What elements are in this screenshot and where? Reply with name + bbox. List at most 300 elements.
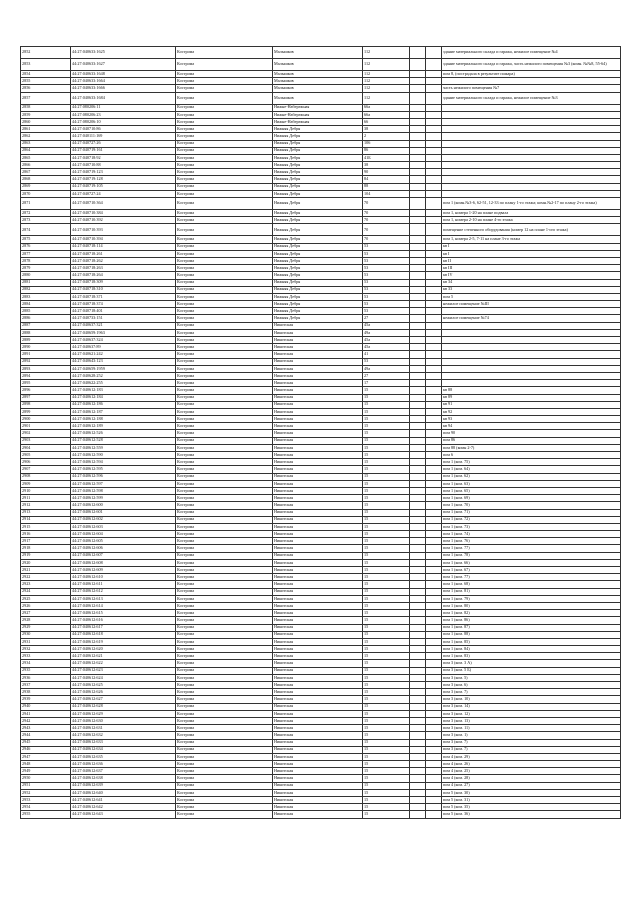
- cadastral-number-cell: 44:27:040710:392: [71, 217, 176, 224]
- extra-col-1-cell: [410, 126, 426, 133]
- extra-col-2-cell: [426, 380, 442, 387]
- row-number-cell: 2904: [21, 444, 71, 451]
- table-row: [21, 631, 621, 638]
- city-cell: Кострома: [176, 358, 273, 365]
- street-cell: Никитская: [273, 531, 363, 538]
- extra-col-1-cell: [410, 416, 426, 423]
- house-number-cell: 15: [363, 674, 410, 681]
- extra-col-1-cell: [410, 308, 426, 315]
- street-cell: Нижняя Дебря: [273, 250, 363, 257]
- cadastral-number-cell: 44:27:040628:252: [71, 372, 176, 379]
- city-cell: Кострома: [176, 423, 273, 430]
- row-number-cell: 2894: [21, 372, 71, 379]
- row-number-cell: 2859: [21, 111, 71, 118]
- row-number-cell: 2886: [21, 315, 71, 322]
- extra-col-1-cell: [410, 473, 426, 480]
- city-cell: Кострома: [176, 236, 273, 243]
- premises-description-cell: кв 94: [442, 423, 621, 430]
- extra-col-2-cell: [426, 265, 442, 272]
- house-number-cell: 15: [363, 624, 410, 631]
- extra-col-2-cell: [426, 176, 442, 183]
- premises-description-cell: кв IV: [442, 272, 621, 279]
- premises-description-cell: кв III: [442, 265, 621, 272]
- extra-col-2-cell: [426, 595, 442, 602]
- table-row: [21, 473, 621, 480]
- premises-description-cell: пом 4 (ком. 27): [442, 782, 621, 789]
- house-number-cell: 38: [363, 162, 410, 169]
- cadastral-number-cell: 44:27:040727:24: [71, 190, 176, 197]
- table-row: [21, 183, 621, 190]
- row-number-cell: 2931: [21, 638, 71, 645]
- street-cell: Нижняя Дебря: [273, 308, 363, 315]
- extra-col-2-cell: [426, 602, 442, 609]
- extra-col-2-cell: [426, 301, 442, 308]
- premises-description-cell: [442, 365, 621, 372]
- cadastral-number-cell: 44:27:040718:262: [71, 257, 176, 264]
- premises-description-cell: пом 1 (ком. 84): [442, 646, 621, 653]
- row-number-cell: 2866: [21, 162, 71, 169]
- house-number-cell: 112: [363, 78, 410, 85]
- table-row: [21, 272, 621, 279]
- street-cell: Никитская: [273, 667, 363, 674]
- street-cell: Малышков: [273, 92, 363, 104]
- extra-col-2-cell: [426, 746, 442, 753]
- premises-description-cell: пом 5 (ком. 31): [442, 797, 621, 804]
- premises-description-cell: пом 1 (ком. 70): [442, 502, 621, 509]
- extra-col-1-cell: [410, 595, 426, 602]
- house-number-cell: 15: [363, 466, 410, 473]
- city-cell: Кострома: [176, 717, 273, 724]
- table-row: [21, 162, 621, 169]
- premises-description-cell: пом 4 (ком. 28): [442, 775, 621, 782]
- table-row: [21, 653, 621, 660]
- extra-col-2-cell: [426, 210, 442, 217]
- table-row: [21, 459, 621, 466]
- cadastral-number-cell: 44:27:040612:623: [71, 667, 176, 674]
- street-cell: Никитская: [273, 732, 363, 739]
- extra-col-1-cell: [410, 236, 426, 243]
- premises-description-cell: [442, 344, 621, 351]
- cadastral-number-cell: 44:27:040612:615: [71, 610, 176, 617]
- house-number-cell: 15: [363, 408, 410, 415]
- city-cell: Кострома: [176, 732, 273, 739]
- table-row: [21, 126, 621, 133]
- extra-col-1-cell: [410, 789, 426, 796]
- cadastral-number-cell: 44:27:040612:607: [71, 552, 176, 559]
- premises-description-cell: пом 1 (ком. 64): [442, 466, 621, 473]
- extra-col-2-cell: [426, 660, 442, 667]
- premises-description-cell: пом 1 (ком. 71): [442, 509, 621, 516]
- premises-description-cell: пом 3 (ком. 6): [442, 682, 621, 689]
- table-row: [21, 236, 621, 243]
- premises-description-cell: [442, 154, 621, 161]
- city-cell: Кострома: [176, 581, 273, 588]
- street-cell: Никитская: [273, 509, 363, 516]
- premises-description-cell: пом 1, номера 1-20 на плане подвала: [442, 210, 621, 217]
- city-cell: Кострома: [176, 682, 273, 689]
- house-number-cell: 15: [363, 775, 410, 782]
- extra-col-2-cell: [426, 437, 442, 444]
- street-cell: Никитская: [273, 387, 363, 394]
- cadastral-number-cell: 44:27:040633:1666: [71, 85, 176, 92]
- street-cell: Никитская: [273, 322, 363, 329]
- house-number-cell: 53: [363, 279, 410, 286]
- premises-description-cell: пом 3 (ком. 12): [442, 710, 621, 717]
- street-cell: Нижне-Набережная: [273, 118, 363, 125]
- house-number-cell: 53: [363, 301, 410, 308]
- extra-col-1-cell: [410, 217, 426, 224]
- table-row: [21, 423, 621, 430]
- street-cell: Никитская: [273, 638, 363, 645]
- city-cell: Кострома: [176, 509, 273, 516]
- extra-col-1-cell: [410, 538, 426, 545]
- premises-description-cell: пом 5: [442, 293, 621, 300]
- cadastral-number-cell: 44:27:040718:371: [71, 293, 176, 300]
- table-row: [21, 516, 621, 523]
- street-cell: Нижняя Дебря: [273, 217, 363, 224]
- city-cell: Кострома: [176, 746, 273, 753]
- street-cell: Нижняя Дебря: [273, 133, 363, 140]
- street-cell: Нижняя Дебря: [273, 286, 363, 293]
- cadastral-number-cell: 44:27:040612:612: [71, 588, 176, 595]
- extra-col-1-cell: [410, 279, 426, 286]
- house-number-cell: 88: [363, 183, 410, 190]
- row-number-cell: 2945: [21, 739, 71, 746]
- table-row: [21, 502, 621, 509]
- premises-description-cell: кв I: [442, 250, 621, 257]
- city-cell: Кострома: [176, 47, 273, 59]
- city-cell: Кострома: [176, 243, 273, 250]
- extra-col-2-cell: [426, 126, 442, 133]
- premises-description-cell: кв 92: [442, 408, 621, 415]
- row-number-cell: 2906: [21, 459, 71, 466]
- cadastral-number-cell: 44:27:040612:616: [71, 617, 176, 624]
- extra-col-2-cell: [426, 753, 442, 760]
- house-number-cell: 53: [363, 358, 410, 365]
- table-row: [21, 667, 621, 674]
- city-cell: Кострома: [176, 789, 273, 796]
- row-number-cell: 2884: [21, 301, 71, 308]
- extra-col-2-cell: [426, 351, 442, 358]
- house-number-cell: 15: [363, 746, 410, 753]
- row-number-cell: 2924: [21, 588, 71, 595]
- extra-col-1-cell: [410, 559, 426, 566]
- street-cell: Нижне-Набережная: [273, 111, 363, 118]
- extra-col-1-cell: [410, 430, 426, 437]
- table-row: [21, 322, 621, 329]
- city-cell: Кострома: [176, 104, 273, 111]
- premises-description-cell: [442, 140, 621, 147]
- extra-col-2-cell: [426, 147, 442, 154]
- premises-description-cell: [442, 372, 621, 379]
- extra-col-1-cell: [410, 732, 426, 739]
- row-number-cell: 2888: [21, 329, 71, 336]
- cadastral-number-cell: 44:27:040612:622: [71, 660, 176, 667]
- street-cell: Никитская: [273, 430, 363, 437]
- house-number-cell: 2: [363, 133, 410, 140]
- row-number-cell: 2875: [21, 236, 71, 243]
- row-number-cell: 2948: [21, 761, 71, 768]
- street-cell: Нижняя Дебря: [273, 224, 363, 236]
- house-number-cell: 66а: [363, 111, 410, 118]
- premises-description-cell: пом 1 (ком. 65): [442, 487, 621, 494]
- extra-col-2-cell: [426, 358, 442, 365]
- premises-description-cell: пом 88 (комн 2-7): [442, 444, 621, 451]
- extra-col-2-cell: [426, 782, 442, 789]
- table-row: [21, 797, 621, 804]
- house-number-cell: 15: [363, 423, 410, 430]
- extra-col-2-cell: [426, 797, 442, 804]
- street-cell: Никитская: [273, 337, 363, 344]
- extra-col-1-cell: [410, 198, 426, 210]
- city-cell: Кострома: [176, 224, 273, 236]
- premises-description-cell: нежилое помещение №74: [442, 315, 621, 322]
- row-number-cell: 2915: [21, 523, 71, 530]
- city-cell: Кострома: [176, 430, 273, 437]
- premises-description-cell: [442, 133, 621, 140]
- house-number-cell: 112: [363, 92, 410, 104]
- extra-col-2-cell: [426, 272, 442, 279]
- city-cell: Кострома: [176, 775, 273, 782]
- street-cell: Нижняя Дебря: [273, 315, 363, 322]
- cadastral-number-cell: 44:27:040718:92: [71, 154, 176, 161]
- house-number-cell: 90: [363, 169, 410, 176]
- row-number-cell: 2953: [21, 797, 71, 804]
- cadastral-number-cell: 44:27:040612:624: [71, 674, 176, 681]
- cadastral-number-cell: 44:27:040111:169: [71, 133, 176, 140]
- row-number-cell: 2854: [21, 71, 71, 78]
- street-cell: Никитская: [273, 761, 363, 768]
- cadastral-number-cell: 44:27:040612:631: [71, 725, 176, 732]
- city-cell: Кострома: [176, 147, 273, 154]
- premises-description-cell: пом 1 (ком. 83): [442, 653, 621, 660]
- table-row: [21, 480, 621, 487]
- extra-col-1-cell: [410, 401, 426, 408]
- row-number-cell: 2860: [21, 118, 71, 125]
- city-cell: Кострома: [176, 552, 273, 559]
- row-number-cell: 2855: [21, 78, 71, 85]
- cadastral-number-cell: 44:27:040710:86: [71, 126, 176, 133]
- city-cell: Кострома: [176, 92, 273, 104]
- table-row: [21, 768, 621, 775]
- table-row: [21, 308, 621, 315]
- house-number-cell: 15: [363, 516, 410, 523]
- extra-col-1-cell: [410, 85, 426, 92]
- extra-col-2-cell: [426, 538, 442, 545]
- extra-col-1-cell: [410, 286, 426, 293]
- cadastral-number-cell: 44:27:040622:255: [71, 380, 176, 387]
- row-number-cell: 2853: [21, 59, 71, 71]
- cadastral-number-cell: 44:27:040718:401: [71, 308, 176, 315]
- street-cell: Никитская: [273, 746, 363, 753]
- cadastral-number-cell: 44:27:040612:637: [71, 768, 176, 775]
- house-number-cell: 112: [363, 59, 410, 71]
- table-row: [21, 689, 621, 696]
- extra-col-2-cell: [426, 689, 442, 696]
- street-cell: Никитская: [273, 459, 363, 466]
- city-cell: Кострома: [176, 459, 273, 466]
- row-number-cell: 2905: [21, 452, 71, 459]
- city-cell: Кострома: [176, 523, 273, 530]
- premises-description-cell: пом 4 (ком. 26): [442, 761, 621, 768]
- city-cell: Кострома: [176, 308, 273, 315]
- street-cell: Нижняя Дебря: [273, 210, 363, 217]
- house-number-cell: 106: [363, 140, 410, 147]
- city-cell: Кострома: [176, 351, 273, 358]
- extra-col-2-cell: [426, 190, 442, 197]
- premises-description-cell: пом 1 (ком. 79): [442, 595, 621, 602]
- table-row: [21, 387, 621, 394]
- extra-col-2-cell: [426, 444, 442, 451]
- street-cell: Никитская: [273, 523, 363, 530]
- street-cell: Никитская: [273, 610, 363, 617]
- extra-col-1-cell: [410, 682, 426, 689]
- city-cell: Кострома: [176, 190, 273, 197]
- city-cell: Кострома: [176, 595, 273, 602]
- house-number-cell: 15: [363, 761, 410, 768]
- premises-description-cell: пом 3 (ком. 5 Б): [442, 667, 621, 674]
- extra-col-2-cell: [426, 567, 442, 574]
- table-row: [21, 315, 621, 322]
- extra-col-1-cell: [410, 746, 426, 753]
- cadastral-number-cell: 44:27:040612:641: [71, 797, 176, 804]
- row-number-cell: 2955: [21, 811, 71, 818]
- house-number-cell: 53: [363, 293, 410, 300]
- street-cell: Нижняя Дебря: [273, 190, 363, 197]
- table-row: [21, 250, 621, 257]
- house-number-cell: 15: [363, 545, 410, 552]
- street-cell: Малышков: [273, 85, 363, 92]
- house-number-cell: 15: [363, 552, 410, 559]
- street-cell: Никитская: [273, 689, 363, 696]
- street-cell: Никитская: [273, 739, 363, 746]
- extra-col-2-cell: [426, 118, 442, 125]
- city-cell: Кострома: [176, 162, 273, 169]
- table-row: [21, 466, 621, 473]
- street-cell: Никитская: [273, 502, 363, 509]
- street-cell: Никитская: [273, 653, 363, 660]
- extra-col-2-cell: [426, 617, 442, 624]
- table-row: [21, 545, 621, 552]
- cadastral-number-cell: 44:27:040612:601: [71, 509, 176, 516]
- cadastral-number-cell: 44:27:080206:23: [71, 111, 176, 118]
- table-row: [21, 118, 621, 125]
- street-cell: Нижне-Набережная: [273, 104, 363, 111]
- row-number-cell: 2908: [21, 473, 71, 480]
- city-cell: Кострома: [176, 322, 273, 329]
- street-cell: Никитская: [273, 660, 363, 667]
- street-cell: Никитская: [273, 617, 363, 624]
- extra-col-2-cell: [426, 452, 442, 459]
- extra-col-1-cell: [410, 646, 426, 653]
- cadastral-number-cell: 44:27:040612:184: [71, 394, 176, 401]
- cadastral-number-cell: 44:27:040719:128: [71, 176, 176, 183]
- row-number-cell: 2909: [21, 480, 71, 487]
- city-cell: Кострома: [176, 85, 273, 92]
- extra-col-1-cell: [410, 104, 426, 111]
- premises-description-cell: [442, 118, 621, 125]
- street-cell: Никитская: [273, 473, 363, 480]
- extra-col-1-cell: [410, 329, 426, 336]
- row-number-cell: 2954: [21, 804, 71, 811]
- cadastral-number-cell: 44:27:040718:374: [71, 301, 176, 308]
- extra-col-2-cell: [426, 169, 442, 176]
- cadastral-number-cell: 44:27:040612:639: [71, 782, 176, 789]
- table-row: [21, 257, 621, 264]
- cadastral-number-cell: 44:27:040710:364: [71, 198, 176, 210]
- premises-description-cell: пом 1 (ком. 85): [442, 638, 621, 645]
- street-cell: Нижняя Дебря: [273, 279, 363, 286]
- extra-col-1-cell: [410, 301, 426, 308]
- city-cell: Кострома: [176, 372, 273, 379]
- premises-description-cell: [442, 169, 621, 176]
- table-row: [21, 71, 621, 78]
- street-cell: Никитская: [273, 394, 363, 401]
- premises-description-cell: пом 1 (ком. 73): [442, 523, 621, 530]
- register-rows: [21, 47, 621, 819]
- row-number-cell: 2892: [21, 358, 71, 365]
- extra-col-1-cell: [410, 176, 426, 183]
- city-cell: Кострома: [176, 250, 273, 257]
- city-cell: Кострома: [176, 502, 273, 509]
- extra-col-1-cell: [410, 190, 426, 197]
- extra-col-2-cell: [426, 574, 442, 581]
- premises-description-cell: пом 1 (ком. 87): [442, 624, 621, 631]
- premises-description-cell: пом 1 (ком. 77): [442, 574, 621, 581]
- extra-col-2-cell: [426, 47, 442, 59]
- table-row: [21, 401, 621, 408]
- extra-col-1-cell: [410, 624, 426, 631]
- street-cell: Никитская: [273, 768, 363, 775]
- extra-col-2-cell: [426, 236, 442, 243]
- street-cell: Нижняя Дебря: [273, 147, 363, 154]
- extra-col-1-cell: [410, 703, 426, 710]
- premises-description-cell: пом 3 (ком. 3 А): [442, 660, 621, 667]
- extra-col-1-cell: [410, 509, 426, 516]
- street-cell: Никитская: [273, 408, 363, 415]
- row-number-cell: 2944: [21, 732, 71, 739]
- extra-col-1-cell: [410, 452, 426, 459]
- extra-col-1-cell: [410, 797, 426, 804]
- extra-col-1-cell: [410, 775, 426, 782]
- row-number-cell: 2858: [21, 104, 71, 111]
- extra-col-2-cell: [426, 804, 442, 811]
- city-cell: Кострома: [176, 176, 273, 183]
- house-number-cell: 15: [363, 394, 410, 401]
- table-row: [21, 552, 621, 559]
- extra-col-1-cell: [410, 147, 426, 154]
- premises-description-cell: кв 88: [442, 387, 621, 394]
- premises-description-cell: [442, 162, 621, 169]
- extra-col-1-cell: [410, 768, 426, 775]
- city-cell: Кострома: [176, 797, 273, 804]
- premises-description-cell: пом 90: [442, 430, 621, 437]
- extra-col-1-cell: [410, 169, 426, 176]
- city-cell: Кострома: [176, 696, 273, 703]
- extra-col-2-cell: [426, 811, 442, 818]
- street-cell: Нижняя Дебря: [273, 198, 363, 210]
- street-cell: Никитская: [273, 624, 363, 631]
- table-row: [21, 761, 621, 768]
- cadastral-number-cell: 44:27:040633:1627: [71, 59, 176, 71]
- cadastral-number-cell: 44:27:040633:1625: [71, 47, 176, 59]
- premises-description-cell: пом 86: [442, 437, 621, 444]
- row-number-cell: 2926: [21, 602, 71, 609]
- house-number-cell: 15: [363, 667, 410, 674]
- city-cell: Кострома: [176, 710, 273, 717]
- table-row: [21, 710, 621, 717]
- city-cell: Кострома: [176, 782, 273, 789]
